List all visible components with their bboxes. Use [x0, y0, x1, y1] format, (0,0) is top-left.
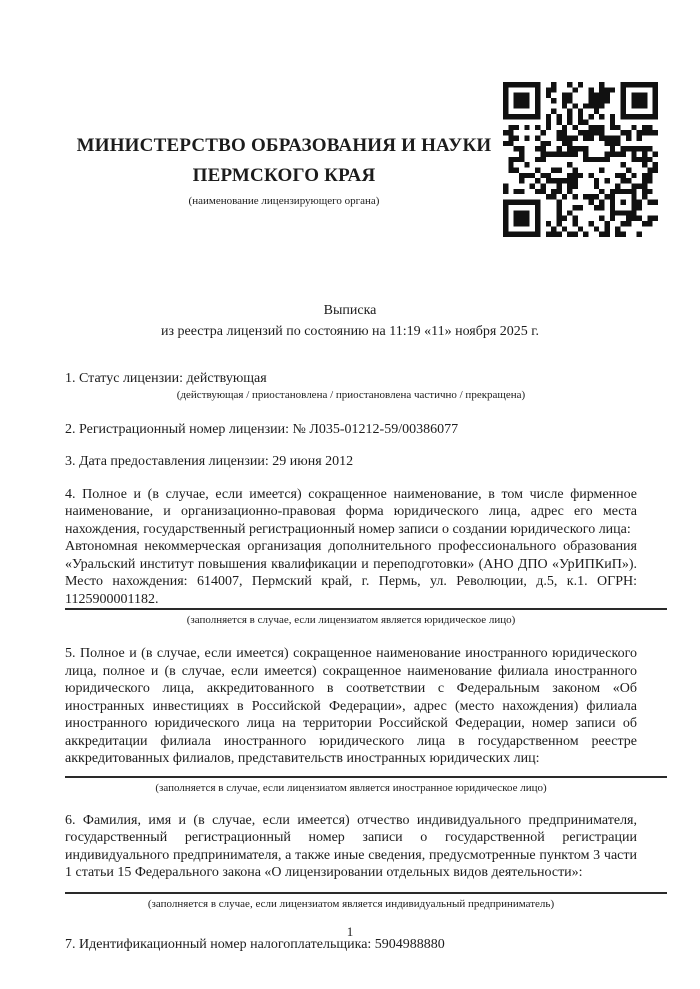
document-title-line2: из реестра лицензий по состоянию на 11:19 «11» ноября 2025 г.	[161, 324, 539, 339]
licensing-authority-caption: (наименование лицензирующего органа)	[188, 195, 380, 207]
section-text: 5. Полное и (в случае, если имеется) сокращенное наименование иностранного юридического лица, полное и (в случае, если имеется) сокращенное наименование филиала иностранного юридического лица, аккредитованного в соответствии с Федеральным законом «Об иностранных инвестициях в Российской Федерации», адрес (место нахождения) филиала иностранного юридического лица на территории Российской Федерации, номер записи об аккредитации филиала иностранного юридического лица в государственном реестре аккредитованных филиалов, представительств иностранных юридических лиц:	[65, 646, 637, 766]
section-text: 7. Идентификационный номер налогоплательщика: 5904988880	[65, 936, 445, 952]
section-license-status	[65, 370, 637, 402]
section-individual-entrepreneur	[65, 812, 637, 911]
empty-value-space	[65, 882, 637, 892]
fill-in-line	[65, 608, 667, 610]
section-caption: (заполняется в случае, если лицензиатом является индивидуальный предприниматель)	[147, 897, 555, 910]
section-value: Автономная некоммерческая организация дополнительного профессионального образования «Уральский институт повышения квалификации и переподготовки» (АНО ДПО «УрИПКиП»). Место нахождения: 614007, Пермский край, г. Пермь, ул. Революции, д.5, к.1. ОГРН: 1125900001182.	[65, 539, 637, 607]
fill-in-line	[65, 892, 667, 894]
document-title-line1: Выписка	[323, 303, 377, 318]
empty-value-space	[65, 768, 637, 776]
qr-code-icon	[503, 82, 658, 237]
ministry-name-line2: ПЕРМСКОГО КРАЯ	[192, 165, 376, 186]
section-foreign-entity	[65, 645, 637, 795]
section-caption: (заполняется в случае, если лицензиатом является юридическое лицо)	[186, 614, 516, 626]
section-caption: (действующая / приостановлена / приостановлена частично / прекращена)	[176, 388, 526, 401]
ministry-name-line1: МИНИСТЕРСТВО ОБРАЗОВАНИЯ И НАУКИ	[76, 135, 492, 156]
document-body	[65, 370, 637, 953]
section-text: 2. Регистрационный номер лицензии: № Л035-01212-59/00386077	[65, 421, 459, 437]
fill-in-line	[65, 776, 667, 778]
page-number: 1	[346, 924, 354, 939]
section-text: 1. Статус лицензии: действующая	[65, 371, 267, 386]
document-title	[64, 300, 636, 342]
section-license-date	[65, 453, 637, 471]
section-caption: (заполняется в случае, если лицензиатом является иностранное юридическое лицо)	[155, 781, 547, 794]
section-registration-number	[65, 421, 637, 439]
section-text: 4. Полное и (в случае, если имеется) сокращенное наименование, в том числе фирменное наименование, и организационно-правовая форма юридического лица, адрес его места нахождения, государственный регистрационный номер записи о создании юридического лица:	[65, 486, 637, 537]
section-text: 3. Дата предоставления лицензии: 29 июня 2012	[65, 454, 354, 469]
licensing-authority-header	[63, 131, 505, 208]
section-legal-entity	[65, 486, 637, 628]
section-text: 6. Фамилия, имя и (в случае, если имеется) отчество индивидуального предпринимателя, государственный регистрационный номер записи о государственной регистрации индивидуального предпринимателя, а также иные сведения, предусмотренные пунктом 3 части 1 статьи 15 Федерального закона «О лицензировании отдельных видов деятельности»:	[65, 812, 637, 880]
